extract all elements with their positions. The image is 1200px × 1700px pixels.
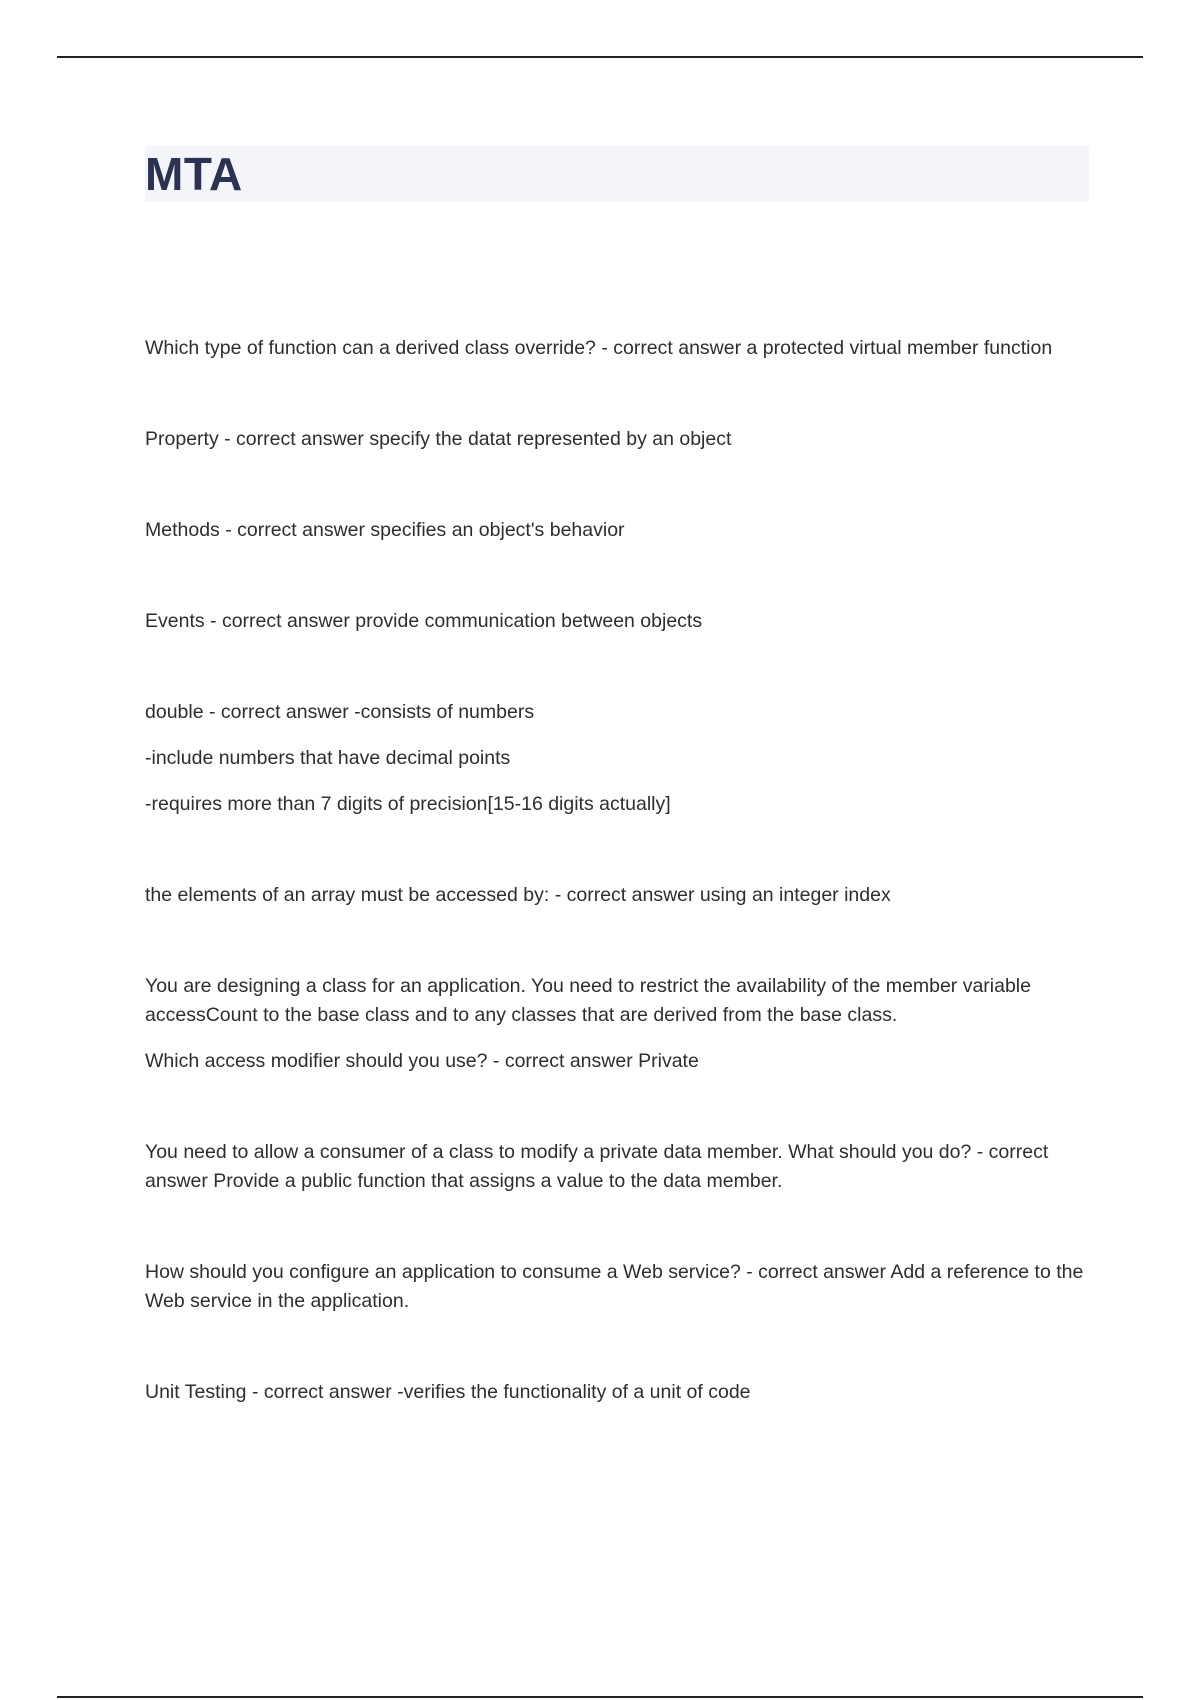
qa-list <box>145 334 1089 1407</box>
entry-text: -include numbers that have decimal points <box>145 747 511 769</box>
qa-entry <box>145 425 1089 454</box>
top-rule <box>57 56 1143 58</box>
qa-entry <box>145 972 1089 1076</box>
entry-text: Unit Testing - correct answer -verifies the functionality of a unit of code <box>145 1381 751 1403</box>
entry-text: Which type of function can a derived class override? - correct answer a protected virtual member function <box>145 337 1053 359</box>
entry-text: the elements of an array must be accessed by: - correct answer using an integer index <box>145 884 891 906</box>
qa-entry <box>145 334 1089 363</box>
title-banner <box>145 146 1089 202</box>
qa-entry <box>145 516 1089 545</box>
entry-text: Events - correct answer provide communication between objects <box>145 610 703 632</box>
page-title: MTA <box>145 148 243 200</box>
entry-text: Property - correct answer specify the datat represented by an object <box>145 428 732 450</box>
qa-entry <box>145 1138 1089 1196</box>
entry-text: Methods - correct answer specifies an object's behavior <box>145 519 625 541</box>
entry-text: You need to allow a consumer of a class to modify a private data member. What should you do? - correct answer Provide a public function that assigns a value to the data member. <box>145 1141 1049 1192</box>
entry-text: double - correct answer -consists of numbers <box>145 701 535 723</box>
qa-entry <box>145 1258 1089 1316</box>
qa-entry <box>145 698 1089 819</box>
bottom-rule <box>57 1696 1143 1698</box>
qa-entry <box>145 881 1089 910</box>
qa-entry <box>145 1378 1089 1407</box>
entry-text: -requires more than 7 digits of precision[15-16 digits actually] <box>145 793 671 815</box>
entry-text: Which access modifier should you use? - correct answer Private <box>145 1050 699 1072</box>
entry-text: You are designing a class for an application. You need to restrict the availability of the member variable accessCount to the base class and to any classes that are derived from the base class. <box>145 975 1031 1026</box>
qa-entry <box>145 607 1089 636</box>
entry-text: How should you configure an application to consume a Web service? - correct answer Add a reference to the Web service in the application. <box>145 1261 1084 1312</box>
